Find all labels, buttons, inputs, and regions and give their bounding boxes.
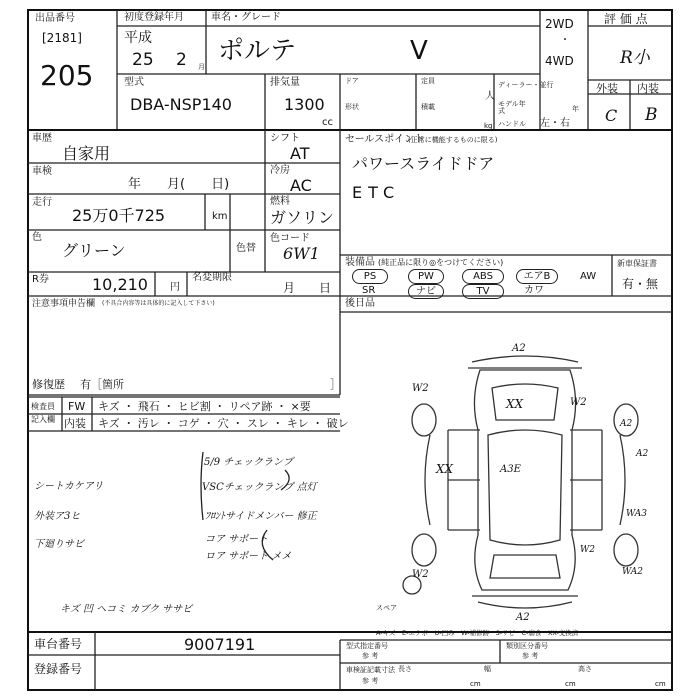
damage-mark: XX: [436, 462, 454, 476]
equip-pw: PW: [408, 269, 444, 284]
selling-points-label: セールスポイント: [345, 134, 425, 145]
notes-sub: (不具合内容等は具体的に記入して下さい): [102, 300, 215, 307]
exterior-grade: C: [605, 106, 618, 125]
fw-label: FW: [68, 400, 86, 413]
damage-mark: A2: [636, 449, 649, 459]
equip-airbag: エアB: [516, 269, 558, 284]
color-code-label: 色コード: [270, 233, 310, 244]
first-reg-label: 初度登録年月: [124, 12, 184, 23]
lot-no-label: 出品番号: [35, 13, 75, 24]
transfer-label: 名変期限: [192, 272, 232, 283]
lot-number: 205: [40, 59, 94, 92]
chassis-number: 9007191: [184, 635, 256, 654]
damage-mark: XX: [506, 397, 524, 411]
mileage-unit: km: [212, 211, 228, 222]
inspector-label-2: 記入欄: [31, 415, 55, 424]
mileage: 25万0千725: [72, 206, 166, 225]
interior-items: キズ ・ 汚レ ・ コゲ ・ 穴 ・ スレ ・ キレ ・ 破レ: [98, 417, 349, 430]
spare-label: スペア: [376, 604, 397, 612]
model-label: 型式: [124, 77, 144, 88]
interior-grade: B: [645, 105, 658, 125]
handwritten-note: 5/9 チェックランプ: [204, 457, 293, 468]
damage-mark: A2: [516, 612, 530, 623]
load-label: 積載: [421, 103, 435, 111]
ref-label: 参 考: [362, 652, 379, 660]
damage-mark: WA3: [626, 509, 648, 519]
equipment-sub: (純正品に限り◎をつけてください): [378, 258, 504, 267]
color-label: 色: [32, 232, 42, 243]
selling-point-item: ETC: [352, 183, 401, 202]
load-unit: kg: [484, 122, 493, 130]
model-cert-label: 型式指定番号: [346, 642, 388, 650]
interior-label: 内装: [637, 82, 659, 95]
equip-navi: ナビ: [408, 284, 444, 299]
model: DBA-NSP140: [130, 95, 232, 114]
recycle-unit: 円: [170, 282, 180, 293]
year-unit: 年: [572, 105, 579, 113]
displacement: 1300: [284, 95, 325, 114]
reg-month: 2: [176, 50, 187, 70]
month-unit: 月: [198, 63, 205, 71]
handwritten-note: コア サポート: [205, 534, 269, 545]
model-year-label: モデル年式: [498, 100, 526, 115]
color: グリーン: [62, 241, 126, 260]
handle-value: 左・右: [540, 118, 570, 129]
warranty-label: 新車保証書: [617, 259, 657, 268]
equip-abs: ABS: [462, 269, 504, 284]
repair-label: 修復歴: [32, 378, 65, 391]
length-label: 長さ: [398, 665, 412, 673]
ref-label-2: 参 考: [522, 652, 539, 660]
car-type: 自家用: [62, 144, 111, 163]
damage-mark: A3E: [500, 464, 521, 475]
rating-label: 評 価 点: [604, 12, 648, 26]
shift-label: シフト: [270, 133, 300, 144]
grade: V: [410, 36, 428, 66]
dealer-label: ディーラー・並行: [498, 81, 554, 89]
height-unit: cm: [655, 680, 666, 688]
car-type-label: 車歴: [32, 133, 52, 144]
handwritten-note: ﾌﾛﾝﾄサイドメンバー 修正: [205, 511, 317, 522]
damage-mark: A2: [620, 419, 633, 429]
equip-ps: PS: [352, 269, 388, 284]
height-label: 高さ: [578, 665, 592, 673]
equip-sr: SR: [362, 285, 376, 296]
mileage-label: 走行: [32, 197, 52, 208]
equipment-label: 装備品: [345, 257, 375, 268]
note-brackets: [195, 450, 335, 580]
lot-id: [2181]: [42, 31, 82, 45]
equip-leather: カワ: [524, 285, 544, 296]
equip-aw: AW: [580, 271, 597, 282]
drive-separator: ・: [560, 35, 570, 46]
capacity-unit: 人: [485, 91, 495, 102]
shaken-label: 車検: [32, 166, 52, 177]
registration-label: 登録番号: [34, 662, 83, 676]
width-label: 幅: [484, 665, 491, 673]
displacement-label: 排気量: [270, 77, 300, 88]
name-label: 車名・グレード: [211, 12, 281, 23]
length-unit: cm: [470, 680, 481, 688]
handwritten-note: 外装ア3ヒ: [34, 511, 81, 522]
recycle-label: R券: [32, 274, 49, 285]
damage-mark: W2: [412, 569, 429, 580]
equip-tv: TV: [462, 284, 504, 299]
class-label: 類別区分番号: [506, 642, 548, 650]
damage-mark: W2: [412, 383, 429, 394]
fw-items: キズ ・ 飛石 ・ ヒビ割 ・ リペア跡 ・ ×要: [98, 400, 311, 413]
drive-2wd: 2WD: [545, 17, 574, 31]
vin-cert-label: 車検証記載寸法: [346, 666, 395, 674]
repair-close: ］: [330, 378, 341, 391]
recycle-amount: 10,210: [92, 275, 148, 294]
era: 平成: [124, 30, 152, 46]
inspector-label: 検査員: [31, 402, 55, 411]
reg-year: 25: [132, 50, 154, 70]
capacity-label: 定員: [421, 77, 435, 85]
interior-label: 内装: [64, 417, 86, 430]
drive-4wd: 4WD: [545, 54, 574, 68]
form-label: 形状: [345, 103, 359, 111]
width-unit: cm: [565, 680, 576, 688]
displacement-unit: cc: [322, 117, 333, 128]
warranty-value: 有・無: [622, 277, 659, 291]
fuel-label: 燃料: [270, 196, 290, 207]
repair-value: 有［箇所: [80, 378, 124, 391]
back-items-label: 後日品: [345, 298, 375, 309]
shift: AT: [290, 144, 310, 163]
handwritten-note: VSCチェックランプ 点灯: [202, 482, 317, 493]
car-name: ポルテ: [218, 36, 297, 66]
legend: A-キズ E-エクボ U-凹み W-補修跡 S-サビ C-腐食 XX-交換済: [376, 629, 579, 637]
shaken-value: 年 月( 日): [128, 177, 230, 192]
fuel: ガソリン: [270, 208, 335, 227]
transfer-value: 月 日: [283, 281, 332, 295]
damage-mark: A2: [512, 343, 526, 354]
selling-point-item: パワースライドドア: [352, 154, 495, 173]
chassis-label: 車台番号: [34, 637, 83, 651]
handwritten-note: ロア サポート メメ: [205, 551, 292, 562]
ac: AC: [290, 176, 312, 195]
car-diagram: [400, 340, 650, 620]
rating-value: R小: [620, 48, 650, 68]
handwritten-note: シートカケアリ: [34, 481, 104, 492]
handwritten-note: 下廻りサビ: [34, 539, 84, 550]
color-code: 6W1: [283, 244, 320, 263]
handwritten-note: キズ 凹 ヘコミ カブク ササビ: [60, 604, 193, 615]
color-change-label: 色替: [236, 243, 256, 254]
exterior-label: 外装: [596, 82, 618, 95]
selling-points-sub: (正常に機能するものに限る): [408, 136, 498, 144]
damage-mark: W2: [570, 397, 587, 408]
ref-label-3: 参 考: [362, 677, 379, 685]
ac-label: 冷房: [270, 165, 290, 176]
notes-label: 注意事項申告欄: [32, 299, 96, 309]
door-label: ドア: [345, 77, 359, 85]
damage-mark: WA2: [622, 567, 644, 577]
damage-mark: W2: [580, 545, 595, 555]
handle-label: ハンドル: [498, 120, 526, 128]
